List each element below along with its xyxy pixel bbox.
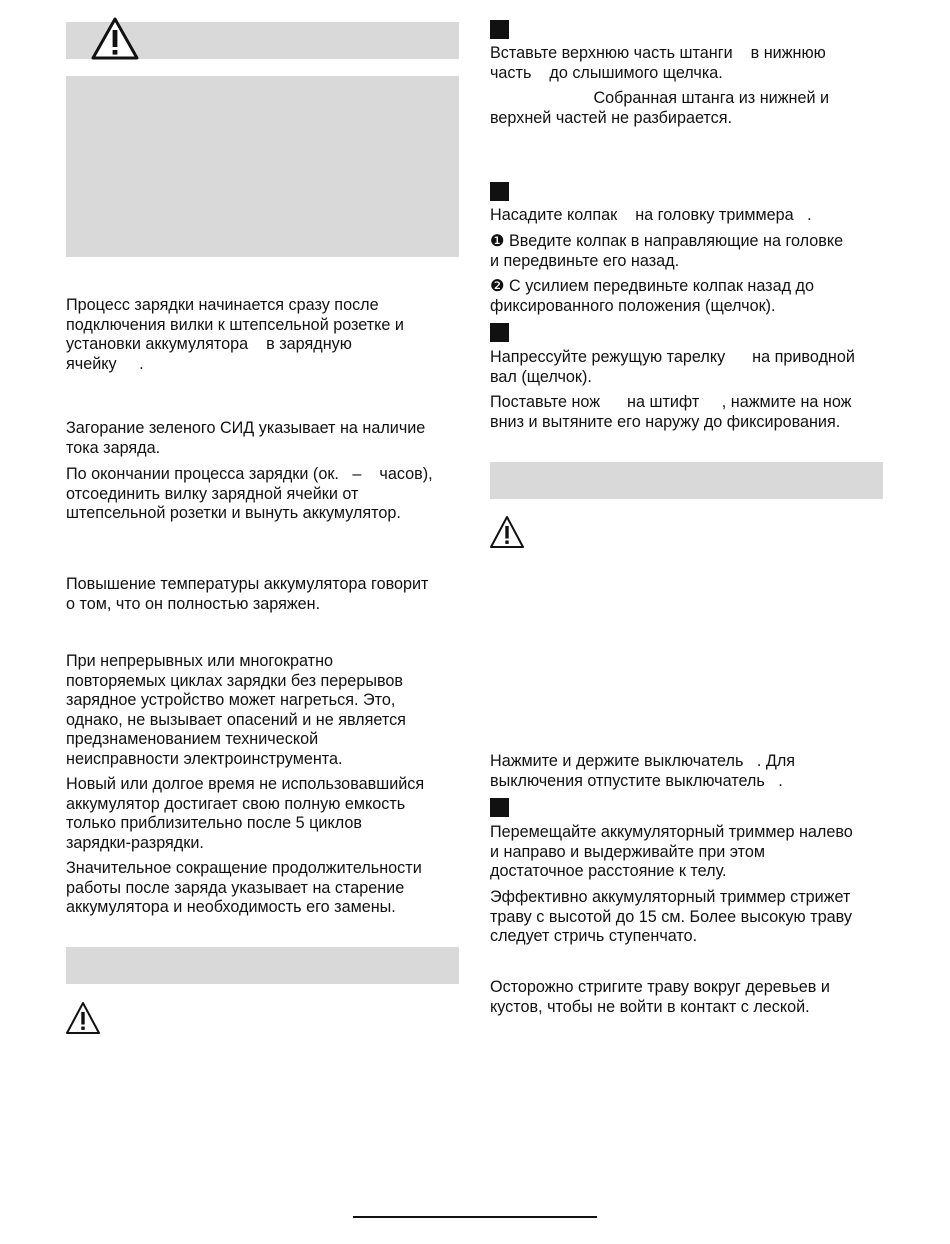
- warning-icon: [65, 1001, 101, 1036]
- green-led-text: Загорание зеленого СИД указывает на наличие тока заряда.: [66, 419, 426, 457]
- blade-fit-text: Поставьте нож на штифт , нажмите на нож вниз и вытяните его наружу до фиксирования.: [490, 393, 852, 431]
- after-charge-text: По окончании процесса зарядки (ок. – часов), отсоединить вилку зарядной ячейки от штепсельной розетки и вынуть аккумулятор.: [66, 465, 433, 523]
- rod-note-text: Собранная штанга из нижней и верхней частей не разбирается.: [490, 89, 830, 127]
- reduction-text: Значительное сокращение продолжительности работы после заряда указывает на старение аккумулятора и необходимость его замены.: [66, 859, 422, 917]
- disc-press-text: Напрессуйте режущую тарелку на приводной вал (щелчок).: [490, 348, 855, 386]
- step-marker: [490, 323, 509, 342]
- footer-rule: [353, 1216, 597, 1218]
- step-marker: [490, 182, 509, 201]
- cap-fit-text: Насадите колпак на головку триммера .: [490, 206, 812, 224]
- charging-start-text: Процесс зарядки начинается сразу после подключения вилки к штепсельной розетке и установки аккумулятора в зарядную ячейку .: [66, 296, 404, 373]
- safety-notice-box: [66, 76, 459, 257]
- cap-step2-text: ❷ С усилием передвиньте колпак назад до фиксированного положения (щелчок).: [490, 277, 814, 315]
- temperature-text: Повышение температуры аккумулятора говорит о том, что он полностью заряжен.: [66, 575, 429, 613]
- warning-icon: [489, 515, 525, 550]
- move-trimmer-text: Перемещайте аккумуляторный триммер налево и направо и выдерживайте при этом достаточное расстояние к телу.: [490, 823, 853, 881]
- new-battery-text: Новый или долгое время не использовавшийся аккумулятор достигает свою полную емкость только приблизительно после 5 циклов зарядки-разрядки.: [66, 775, 425, 852]
- careful-text: Осторожно стригите траву вокруг деревьев и кустов, чтобы не войти в контакт с леской.: [490, 978, 830, 1016]
- step-marker: [490, 20, 509, 39]
- warning-icon: [90, 16, 140, 62]
- header-bar-operation: [66, 947, 459, 984]
- step-marker: [490, 798, 509, 817]
- header-bar-startup: [490, 462, 883, 499]
- cap-step1-text: ❶ Введите колпак в направляющие на головке и передвиньте его назад.: [490, 232, 844, 270]
- rod-insert-text: Вставьте верхнюю часть штанги в нижнюю часть до слышимого щелчка.: [490, 44, 826, 82]
- switch-text: Нажмите и держите выключатель . Для выключения отпустите выключатель .: [490, 752, 796, 790]
- continuous-cycles-text: При непрерывных или многократно повторяемых циклах зарядки без перерывов зарядное устройство может нагреться. Это, однако, не вызывает опасений и не является предзнаменованием технической неисправности электроинструмента.: [66, 652, 406, 768]
- grass-height-text: Эффективно аккумуляторный триммер стрижет траву с высотой до 15 см. Более высокую траву следует стричь ступенчато.: [490, 888, 852, 946]
